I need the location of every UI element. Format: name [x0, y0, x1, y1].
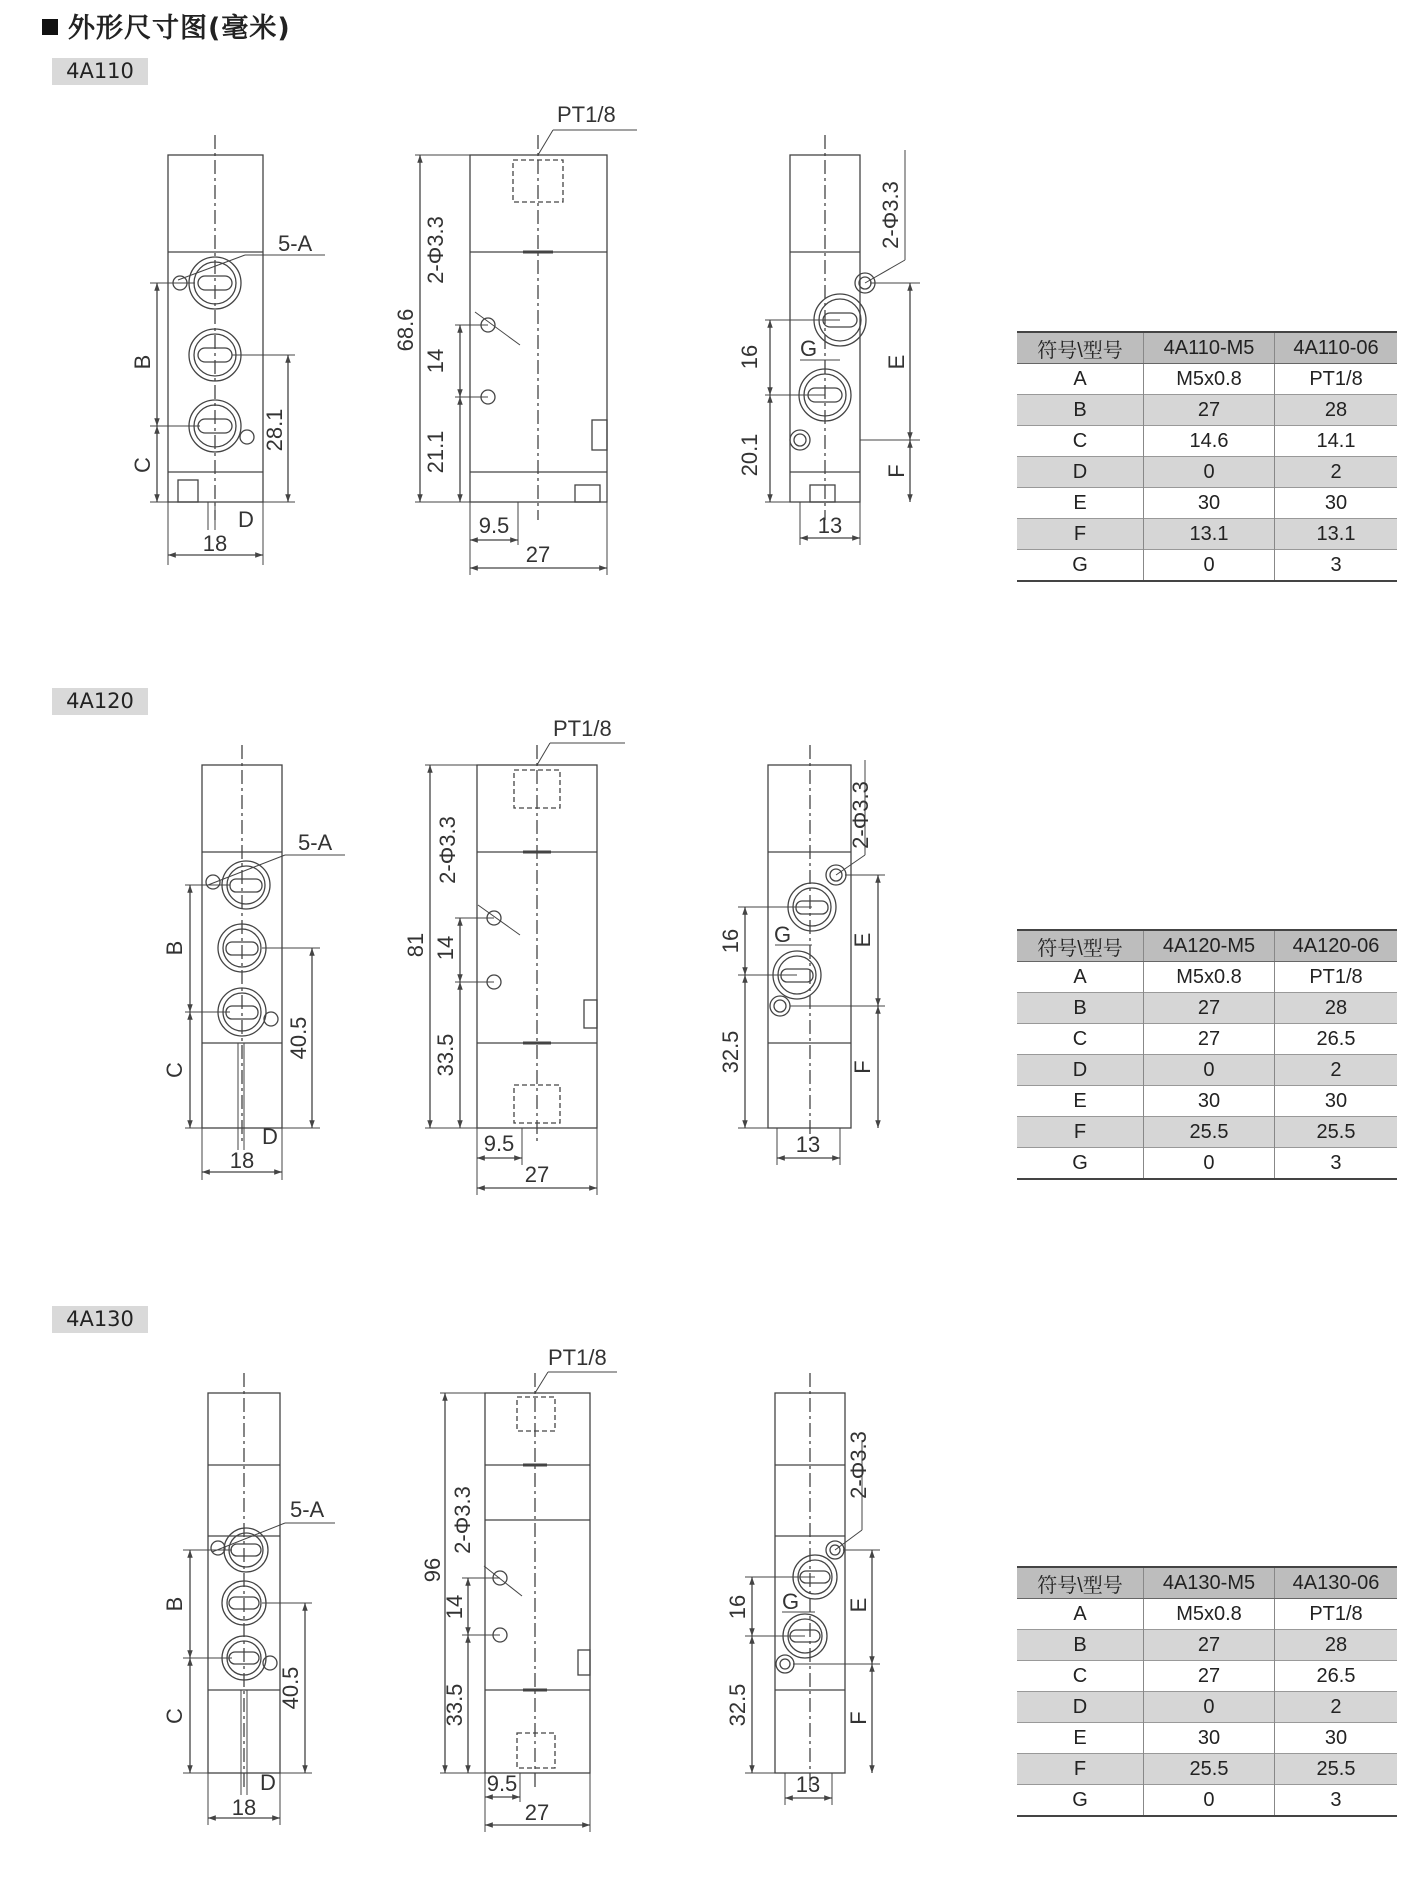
table-header: 4A110-06 [1275, 332, 1397, 364]
table-cell: 27 [1144, 1630, 1275, 1661]
table-cell: 0 [1144, 550, 1275, 582]
hole-label: 2-Φ3.3 [423, 216, 448, 284]
table-row [1017, 993, 1397, 1024]
table-cell: 2 [1275, 457, 1397, 488]
table-cell: G [1017, 550, 1144, 582]
table-row [1017, 1055, 1397, 1086]
table-header: 4A120-06 [1274, 930, 1397, 962]
callout-5a: 5-A [290, 1497, 325, 1522]
port-label: PT1/8 [548, 1345, 607, 1370]
dim-side-width: 27 [524, 1162, 550, 1187]
dim-g-label: G [774, 922, 792, 947]
table-cell: 3 [1330, 553, 1342, 576]
table-header: 4A130-M5 [1144, 1567, 1275, 1599]
dim-lower-height: 21.1 [423, 430, 448, 474]
table-cell: E [1017, 1086, 1144, 1117]
table-cell: PT1/8 [1309, 1602, 1363, 1625]
table-header: 符号\型号 [1017, 1567, 1144, 1599]
table-cell: A [1017, 364, 1144, 395]
table-header: 符号\型号 [1017, 332, 1144, 364]
dim-hole-pitch: 14 [442, 1594, 467, 1620]
page-title-text: 外形尺寸图(毫米) [68, 13, 291, 44]
dim-rear-width: 13 [795, 1132, 821, 1157]
dim-d-label: D [238, 507, 254, 532]
table-row [1017, 1148, 1397, 1180]
dim-front-width: 18 [231, 1795, 257, 1820]
spec-table-4a130 [1017, 1566, 1397, 1817]
table-cell: 27 [1144, 993, 1275, 1024]
dim-lower: 32.5 [718, 1030, 743, 1074]
dim-upper: 16 [737, 344, 762, 370]
table-cell: 28 [1274, 1630, 1397, 1661]
table-cell: 0 [1144, 457, 1275, 488]
dim-hole-pitch: 14 [423, 348, 448, 374]
table-row [1017, 962, 1397, 993]
table-row [1017, 1630, 1397, 1661]
dim-c-label: C [130, 457, 155, 473]
table-cell: 27 [1144, 395, 1275, 426]
hole-label: 2-Φ3.3 [848, 781, 873, 849]
table-cell: PT1/8 [1309, 367, 1363, 390]
table-cell: 28 [1274, 993, 1397, 1024]
table-cell: 27 [1144, 1024, 1275, 1055]
table-cell: 30 [1144, 1086, 1275, 1117]
dim-e-label: E [884, 354, 909, 370]
table-cell: 30 [1324, 1726, 1348, 1749]
table-cell: C [1017, 1661, 1144, 1692]
table-cell: 3 [1330, 1151, 1342, 1174]
dim-upper: 16 [718, 928, 743, 954]
front-view-4a120 [185, 745, 345, 1180]
table-cell: B [1017, 1630, 1144, 1661]
table-cell: F [1017, 519, 1144, 550]
hole-label: 2-Φ3.3 [450, 1486, 475, 1554]
dim-hole-pitch: 14 [433, 935, 458, 961]
dim-e-label: E [850, 932, 875, 948]
table-cell: 25.5 [1274, 1754, 1397, 1785]
table-cell: 0 [1144, 1785, 1275, 1817]
callout-5a: 5-A [278, 231, 313, 256]
dim-lower-height: 33.5 [433, 1033, 458, 1077]
dim-f-label: F [850, 1060, 875, 1074]
dim-front-height: 28.1 [262, 408, 287, 452]
dim-front-width: 18 [202, 531, 228, 556]
table-cell: A [1017, 962, 1144, 993]
side-view-4a120 [425, 743, 625, 1195]
hole-label: 2-Φ3.3 [878, 181, 903, 249]
table-cell: 25.5 [1274, 1117, 1397, 1148]
dim-front-height: 40.5 [278, 1666, 303, 1710]
table-cell: G [1017, 1148, 1144, 1180]
table-cell: 30 [1324, 491, 1348, 514]
table-cell: 30 [1144, 488, 1275, 519]
table-cell: F [1017, 1754, 1144, 1785]
dim-b-label: B [162, 1596, 187, 1612]
table-cell: D [1017, 457, 1144, 488]
table-header: 符号\型号 [1017, 930, 1144, 962]
table-cell: 25.5 [1144, 1754, 1275, 1785]
callout-5a: 5-A [298, 830, 333, 855]
table-cell: A [1017, 1599, 1144, 1630]
table-cell: D [1017, 1055, 1144, 1086]
dim-total-height: 68.6 [393, 308, 418, 352]
dim-g-label: G [800, 336, 818, 361]
table-header: 4A120-M5 [1144, 930, 1275, 962]
hole-label: 2-Φ3.3 [435, 816, 460, 884]
table-cell: 30 [1324, 1089, 1348, 1112]
table-cell: E [1017, 488, 1144, 519]
table-cell: E [1017, 1723, 1144, 1754]
table-cell: 26.5 [1316, 1664, 1356, 1687]
dim-total-height: 81 [403, 932, 428, 958]
dim-offset: 9.5 [478, 513, 510, 538]
table-cell: 28 [1275, 395, 1397, 426]
table-cell: 3 [1330, 1788, 1342, 1811]
table-cell: 0 [1144, 1055, 1275, 1086]
table-cell: 2 [1274, 1692, 1397, 1723]
dim-offset: 9.5 [483, 1131, 515, 1156]
table-cell: 2 [1274, 1055, 1397, 1086]
table-cell: 0 [1144, 1692, 1275, 1723]
dim-g-label: G [782, 1589, 800, 1614]
dim-b-label: B [162, 940, 187, 956]
table-cell: 13.1 [1275, 519, 1397, 550]
table-row [1017, 426, 1397, 457]
table-cell: 30 [1144, 1723, 1275, 1754]
front-view-4a130 [183, 1373, 335, 1825]
dim-b-label: B [130, 354, 155, 370]
table-cell: 25.5 [1144, 1117, 1275, 1148]
dim-d-label: D [262, 1124, 278, 1149]
table-cell: 26.5 [1316, 1027, 1356, 1050]
table-cell: 14.1 [1316, 429, 1356, 452]
spec-table-4a120 [1017, 929, 1397, 1180]
table-row [1017, 364, 1397, 395]
table-row [1017, 457, 1397, 488]
side-view-4a110 [415, 130, 637, 575]
table-row [1017, 550, 1397, 582]
table-cell: M5x0.8 [1144, 962, 1275, 993]
spec-table-4a110 [1017, 331, 1397, 582]
dim-front-height: 40.5 [286, 1016, 311, 1060]
dim-side-width: 27 [525, 542, 551, 567]
model-tag-4a120: 4A120 [52, 688, 148, 715]
table-cell: D [1017, 1692, 1144, 1723]
table-cell: 13.1 [1144, 519, 1275, 550]
table-header: 4A110-M5 [1144, 332, 1275, 364]
table-cell: 14.6 [1144, 426, 1275, 457]
table-cell: 27 [1144, 1661, 1275, 1692]
table-row [1017, 1723, 1397, 1754]
table-row [1017, 1754, 1397, 1785]
table-header: 4A130-06 [1274, 1567, 1397, 1599]
model-tag-4a110: 4A110 [52, 58, 148, 85]
dim-lower: 32.5 [725, 1683, 750, 1727]
model-tag-4a130: 4A130 [52, 1306, 148, 1333]
table-row [1017, 1086, 1397, 1117]
table-row [1017, 395, 1397, 426]
table-row [1017, 1599, 1397, 1630]
table-cell: B [1017, 395, 1144, 426]
table-cell: G [1017, 1785, 1144, 1817]
table-cell: F [1017, 1117, 1144, 1148]
dim-offset: 9.5 [486, 1771, 518, 1796]
port-label: PT1/8 [553, 716, 612, 741]
dim-f-label: F [846, 1711, 871, 1725]
table-cell: C [1017, 1024, 1144, 1055]
dim-c-label: C [162, 1708, 187, 1724]
table-row [1017, 1692, 1397, 1723]
front-view-4a110 [150, 135, 325, 565]
table-row [1017, 488, 1397, 519]
dim-lower-height: 33.5 [442, 1683, 467, 1727]
dim-c-label: C [162, 1062, 187, 1078]
dim-rear-width: 13 [817, 513, 843, 538]
dim-upper: 16 [725, 1594, 750, 1620]
table-row [1017, 1024, 1397, 1055]
table-cell: M5x0.8 [1144, 1599, 1275, 1630]
port-label: PT1/8 [557, 102, 616, 127]
table-cell: PT1/8 [1309, 965, 1363, 988]
dim-rear-width: 13 [795, 1772, 821, 1797]
dim-lower: 20.1 [737, 433, 762, 477]
table-cell: C [1017, 426, 1144, 457]
table-row [1017, 1661, 1397, 1692]
table-row [1017, 519, 1397, 550]
dim-f-label: F [884, 464, 909, 478]
table-row [1017, 1785, 1397, 1817]
table-cell: B [1017, 993, 1144, 1024]
dim-front-width: 18 [229, 1148, 255, 1173]
dim-e-label: E [846, 1597, 871, 1613]
dim-total-height: 96 [420, 1557, 445, 1583]
table-cell: M5x0.8 [1144, 364, 1275, 395]
table-row [1017, 1117, 1397, 1148]
dim-side-width: 27 [524, 1800, 550, 1825]
dim-d-label: D [260, 1770, 276, 1795]
hole-label: 2-Φ3.3 [846, 1431, 871, 1499]
table-cell: 0 [1144, 1148, 1275, 1180]
